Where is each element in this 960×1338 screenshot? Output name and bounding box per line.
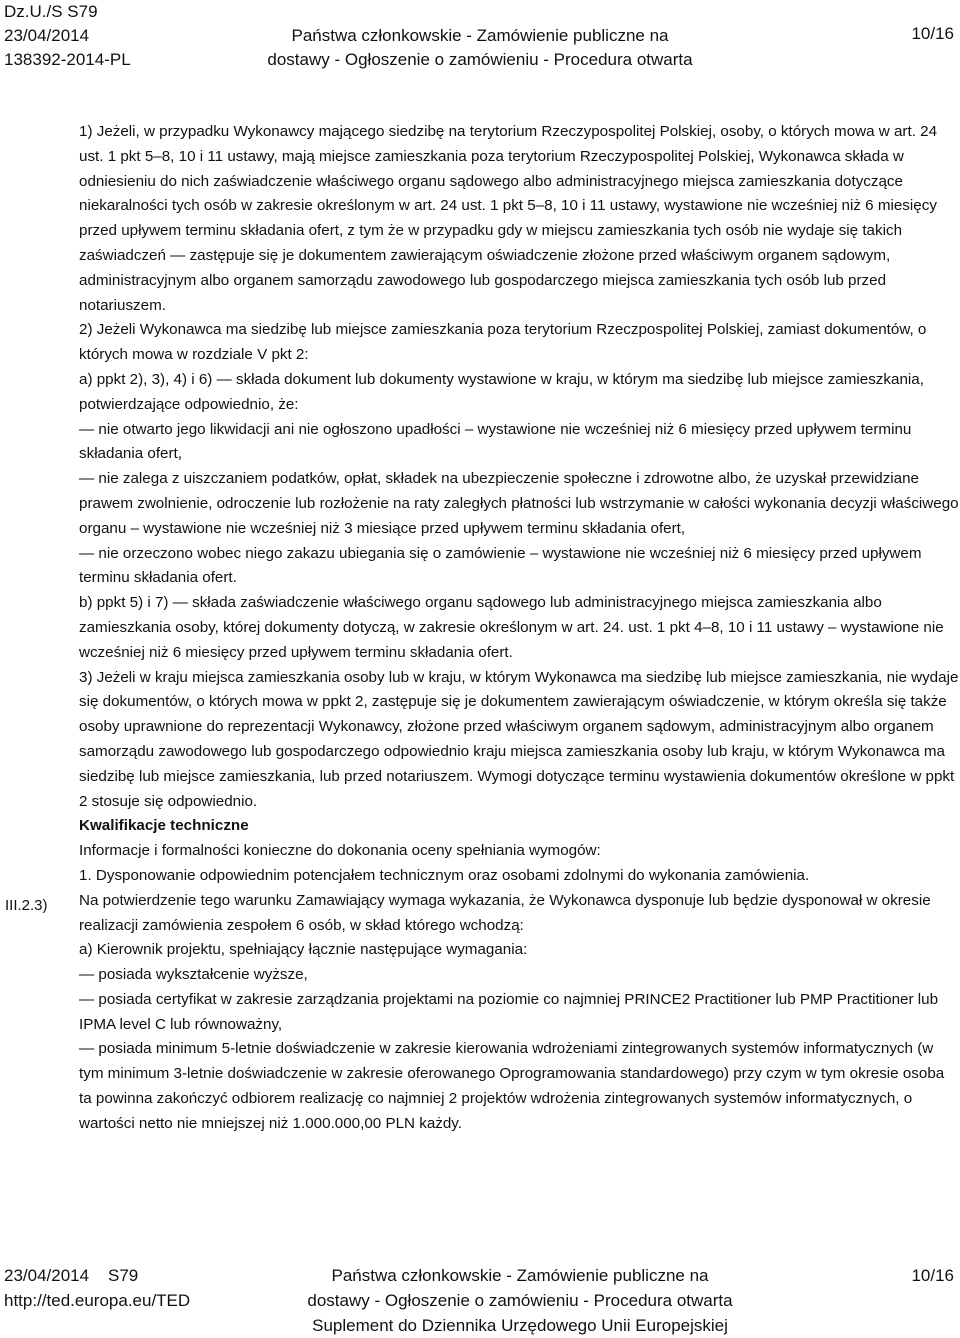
paragraph: — nie zalega z uiszczaniem podatków, opłat, składek na ubezpieczenie społeczne i zdrowotne albo, że uzyskał przewidziane prawem zwolnienie, odroczenie lub rozłożenie na raty zaległych płatności lub wstrzymanie w całości wykonania decyzji właściwego organu – wystawione nie wcześniej niż 3 miesiące przed upływem terminu składania ofert, xyxy=(79,470,959,537)
paragraph: 2) Jeżeli Wykonawca ma siedzibę lub miejsce zamieszkania poza terytorium Rzeczpospolitej Polskiej, zamiast dokumentów, o których mowa w rozdziale V pkt 2: xyxy=(79,321,927,364)
paragraph: a) Kierownik projektu, spełniający łącznie następujące wymagania: xyxy=(79,941,528,959)
paragraph: — nie otwarto jego likwidacji ani nie ogłoszono upadłości – wystawione nie wcześniej niż 6 miesięcy przed upływem terminu składania ofert, xyxy=(79,420,912,463)
footer-supplement: Suplement do Dziennika Urzędowego Unii Europejskiej xyxy=(312,1316,728,1335)
footer-date-issue: 23/04/2014 S79 xyxy=(4,1266,139,1285)
paragraph: Informacje i formalności konieczne do dokonania oceny spełniania wymogów: xyxy=(79,842,601,860)
footer-center xyxy=(0,1263,960,1338)
section-title: Kwalifikacje techniczne xyxy=(79,817,249,835)
paragraph: — nie orzeczono wobec niego zakazu ubiegania się o zamówienie – wystawione nie wcześniej niż 6 miesięcy przed upływem terminu składania ofert. xyxy=(79,544,922,587)
paragraph: — posiada certyfikat w zakresie zarządzania projektami na poziomie co najmniej PRINCE2 Practitioner lub PMP Practitioner lub IPMA level C lub równoważny, xyxy=(79,990,939,1033)
header-page-number: 10/16 xyxy=(911,24,954,43)
paragraph: — posiada minimum 5-letnie doświadczenie w zakresie kierowania wdrożeniami zintegrowanych systemów informatycznych (w tym minimum 3-letnie doświadczenie w zakresie oferowanego Oprogramowania standardowego) przy czym w tym okresie osoba ta powinna zakończyć odbiorem realizację co najmniej 2 projektów wdrożenia zintegrowanych systemów informatycznych, o wartości netto nie mniejszej niż 1.000.000,00 PLN każdy. xyxy=(79,1040,945,1132)
footer-title-line2: dostawy - Ogłoszenie o zamówieniu - Procedura otwarta xyxy=(307,1291,733,1310)
section-number: III.2.3) xyxy=(5,897,48,914)
journal-reference: Dz.U./S S79 xyxy=(4,2,98,21)
paragraph: Na potwierdzenie tego warunku Zamawiający wymaga wykazania, że Wykonawca dysponuje lub będzie dysponował w okresie realizacji zamówienia zespołem 6 osób, w skład którego wchodzą: xyxy=(79,891,931,934)
document-body xyxy=(79,120,959,1137)
header-date: 23/04/2014 xyxy=(4,26,90,45)
footer-page-number: 10/16 xyxy=(911,1266,954,1285)
paragraph: b) ppkt 5) i 7) — składa zaświadczenie właściwego organu sądowego lub administracyjnego miejsca zamieszkania albo zamieszkania osoby, której dokumenty dotyczą, w zakresie określonym w art. 24. ust. 1 pkt 4–8, 10 i 11 ustawy – wystawione nie wcześniej niż 6 miesięcy przed upływem terminu składania ofert. xyxy=(79,594,944,661)
footer-title-line1: Państwa członkowskie - Zamówienie publiczne na xyxy=(331,1266,709,1285)
header-title-line1: Państwa członkowskie - Zamówienie publiczne na xyxy=(291,26,669,45)
paragraph: 1) Jeżeli, w przypadku Wykonawcy mającego siedzibę na terytorium Rzeczypospolitej Polskiej, osoby, o których mowa w art. 24 ust. 1 pkt 5–8, 10 i 11 ustawy, mają miejsce zamieszkania poza terytorium Rzeczypospolitej Polskiej, Wykonawca składa w odniesieniu do nich zaświadczenie właściwego organu sądowego albo administracyjnego miejsca zamieszkania dotyczące niekaralności tych osób w zakresie określonym w art. 24 ust. 1 pkt 5–8, 10 i 11 ustawy, wystawione nie wcześniej niż 6 miesięcy przed upływem terminu składania ofert, z tym że w przypadku gdy w miejscu zamieszkania tych osób nie wydaje się takich zaświadczeń — zastępuje się je dokumentem zawierającym oświadczenie złożone przed właściwym organem sądowym, administracyjnym albo organem samorządu zawodowego lub gospodarczego miejsca zamieszkania tych osób lub przed notariuszem. xyxy=(79,123,938,314)
paragraph: 3) Jeżeli w kraju miejsca zamieszkania osoby lub w kraju, w którym Wykonawca ma siedzibę lub miejsce zamieszkania, nie wydaje się dokumentów, o których mowa w ppkt 2, zastępuje się je dokumentem zawierającym oświadczenie, w którym określa się także osoby uprawnione do reprezentacji Wykonawcy, złożone przed właściwym organem sądowym, administracyjnym albo organem samorządu zawodowego lub gospodarczego odpowiednio kraju miejsca zamieszkania osoby lub kraju, w którym Wykonawca ma siedzibę lub miejsce zamieszkania, lub przed notariuszem. Wymogi dotyczące terminu wystawienia dokumentów określone w ppkt 2 stosuje się odpowiednio. xyxy=(79,668,959,810)
header-right xyxy=(911,22,954,46)
footer-url: http://ted.europa.eu/TED xyxy=(4,1291,191,1310)
header-title-line2: dostawy - Ogłoszenie o zamówieniu - Procedura otwarta xyxy=(267,50,693,69)
header-center xyxy=(0,0,960,72)
paragraph: 1. Dysponowanie odpowiednim potencjałem technicznym oraz osobami zdolnymi do wykonania zamówienia. xyxy=(79,866,810,884)
paragraph: — posiada wykształcenie wyższe, xyxy=(79,966,308,984)
paragraph: a) ppkt 2), 3), 4) i 6) — składa dokument lub dokumenty wystawione w kraju, w którym ma siedzibę lub miejsce zamieszkania, potwierdzające odpowiednio, że: xyxy=(79,370,924,413)
notice-number: 138392-2014-PL xyxy=(4,50,131,69)
footer-right xyxy=(911,1263,954,1288)
